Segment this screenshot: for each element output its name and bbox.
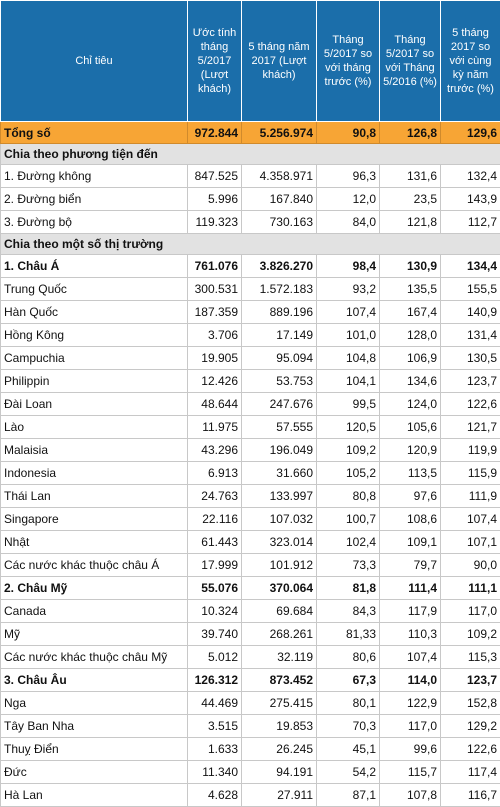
cell-value-v3: 104,1 <box>317 370 380 393</box>
cell-value-v1: 48.644 <box>188 393 242 416</box>
cell-value-v4: 108,6 <box>380 508 441 531</box>
cell-value-v1: 19.905 <box>188 347 242 370</box>
cell-value-v2: 196.049 <box>242 439 317 462</box>
row-label: Nhật <box>1 531 188 554</box>
cell-value-v2: 167.840 <box>242 188 317 211</box>
cell-value-v5: 107,4 <box>441 508 500 531</box>
row-label: Canada <box>1 600 188 623</box>
cell-value-v3: 90,8 <box>317 122 380 144</box>
cell-value-v2: 107.032 <box>242 508 317 531</box>
cell-value-v3: 70,3 <box>317 715 380 738</box>
cell-value-v4: 99,6 <box>380 738 441 761</box>
cell-value-v5: 111,1 <box>441 577 500 600</box>
cell-value-v3: 96,3 <box>317 165 380 188</box>
table-row <box>1 531 500 554</box>
table-row <box>1 211 500 234</box>
cell-value-v4: 114,0 <box>380 669 441 692</box>
cell-value-v1: 11.340 <box>188 761 242 784</box>
cell-value-v4: 109,1 <box>380 531 441 554</box>
cell-value-v1: 3.515 <box>188 715 242 738</box>
table-row <box>1 393 500 416</box>
cell-value-v2: 3.826.270 <box>242 255 317 278</box>
cell-value-v3: 93,2 <box>317 278 380 301</box>
table-row <box>1 784 500 807</box>
row-label: Nga <box>1 692 188 715</box>
cell-value-v1: 12.426 <box>188 370 242 393</box>
region-row <box>1 577 500 600</box>
cell-value-v2: 873.452 <box>242 669 317 692</box>
cell-value-v5: 123,7 <box>441 370 500 393</box>
table-row <box>1 278 500 301</box>
header-five-months: 5 tháng năm 2017 (Lượt khách) <box>242 1 317 122</box>
table-row <box>1 416 500 439</box>
table-row <box>1 370 500 393</box>
table-row <box>1 600 500 623</box>
cell-value-v3: 101,0 <box>317 324 380 347</box>
table-row <box>1 485 500 508</box>
cell-value-v4: 135,5 <box>380 278 441 301</box>
cell-value-v2: 94.191 <box>242 761 317 784</box>
cell-value-v3: 104,8 <box>317 347 380 370</box>
cell-value-v2: 4.358.971 <box>242 165 317 188</box>
cell-value-v2: 889.196 <box>242 301 317 324</box>
row-label: Trung Quốc <box>1 278 188 301</box>
cell-value-v5: 129,2 <box>441 715 500 738</box>
cell-value-v4: 167,4 <box>380 301 441 324</box>
cell-value-v2: 370.064 <box>242 577 317 600</box>
table-body <box>1 122 500 807</box>
row-label: Hồng Kông <box>1 324 188 347</box>
cell-value-v1: 126.312 <box>188 669 242 692</box>
cell-value-v5: 111,9 <box>441 485 500 508</box>
cell-value-v4: 128,0 <box>380 324 441 347</box>
cell-value-v1: 3.706 <box>188 324 242 347</box>
cell-value-v3: 100,7 <box>317 508 380 531</box>
row-label: 2. Châu Mỹ <box>1 577 188 600</box>
cell-value-v2: 275.415 <box>242 692 317 715</box>
cell-value-v3: 98,4 <box>317 255 380 278</box>
table-row <box>1 715 500 738</box>
cell-value-v2: 19.853 <box>242 715 317 738</box>
row-label: Tổng số <box>1 122 188 144</box>
cell-value-v1: 22.116 <box>188 508 242 531</box>
cell-value-v4: 107,4 <box>380 646 441 669</box>
row-label: 1. Châu Á <box>1 255 188 278</box>
cell-value-v3: 81,33 <box>317 623 380 646</box>
table-row <box>1 554 500 577</box>
cell-value-v1: 6.913 <box>188 462 242 485</box>
cell-value-v5: 122,6 <box>441 738 500 761</box>
cell-value-v2: 101.912 <box>242 554 317 577</box>
table-row <box>1 462 500 485</box>
cell-value-v5: 117,0 <box>441 600 500 623</box>
table-row <box>1 508 500 531</box>
cell-value-v3: 105,2 <box>317 462 380 485</box>
section-market <box>1 234 500 255</box>
cell-value-v1: 972.844 <box>188 122 242 144</box>
cell-value-v5: 122,6 <box>441 393 500 416</box>
row-label: 2. Đường biển <box>1 188 188 211</box>
cell-value-v3: 80,6 <box>317 646 380 669</box>
row-label: Hàn Quốc <box>1 301 188 324</box>
cell-value-v3: 107,4 <box>317 301 380 324</box>
row-label: 3. Châu Âu <box>1 669 188 692</box>
table-row <box>1 738 500 761</box>
cell-value-v3: 84,0 <box>317 211 380 234</box>
table-row <box>1 692 500 715</box>
row-label: Philippin <box>1 370 188 393</box>
cell-value-v5: 119,9 <box>441 439 500 462</box>
cell-value-v2: 53.753 <box>242 370 317 393</box>
cell-value-v1: 4.628 <box>188 784 242 807</box>
cell-value-v2: 31.660 <box>242 462 317 485</box>
row-label: Các nước khác thuộc châu Á <box>1 554 188 577</box>
cell-value-v5: 152,8 <box>441 692 500 715</box>
cell-value-v5: 129,6 <box>441 122 500 144</box>
cell-value-v4: 106,9 <box>380 347 441 370</box>
cell-value-v3: 80,8 <box>317 485 380 508</box>
cell-value-v1: 5.996 <box>188 188 242 211</box>
cell-value-v4: 126,8 <box>380 122 441 144</box>
row-label: Đức <box>1 761 188 784</box>
cell-value-v4: 111,4 <box>380 577 441 600</box>
header-vs-prev-month: Tháng 5/2017 so với tháng trước (%) <box>317 1 380 122</box>
row-label: Campuchia <box>1 347 188 370</box>
cell-value-v3: 102,4 <box>317 531 380 554</box>
cell-value-v5: 90,0 <box>441 554 500 577</box>
cell-value-v2: 133.997 <box>242 485 317 508</box>
cell-value-v1: 43.296 <box>188 439 242 462</box>
total-row <box>1 122 500 144</box>
table-row <box>1 347 500 370</box>
cell-value-v2: 247.676 <box>242 393 317 416</box>
cell-value-v2: 1.572.183 <box>242 278 317 301</box>
table-row <box>1 761 500 784</box>
cell-value-v4: 107,8 <box>380 784 441 807</box>
cell-value-v5: 131,4 <box>441 324 500 347</box>
row-label: Hà Lan <box>1 784 188 807</box>
cell-value-v3: 80,1 <box>317 692 380 715</box>
cell-value-v2: 69.684 <box>242 600 317 623</box>
cell-value-v3: 109,2 <box>317 439 380 462</box>
cell-value-v3: 73,3 <box>317 554 380 577</box>
cell-value-v1: 17.999 <box>188 554 242 577</box>
table-row <box>1 439 500 462</box>
cell-value-v1: 119.323 <box>188 211 242 234</box>
section-label: Chia theo phương tiện đến <box>1 144 500 165</box>
cell-value-v5: 123,7 <box>441 669 500 692</box>
cell-value-v1: 61.443 <box>188 531 242 554</box>
cell-value-v2: 57.555 <box>242 416 317 439</box>
cell-value-v1: 55.076 <box>188 577 242 600</box>
cell-value-v4: 113,5 <box>380 462 441 485</box>
cell-value-v5: 134,4 <box>441 255 500 278</box>
table-row <box>1 301 500 324</box>
cell-value-v2: 95.094 <box>242 347 317 370</box>
cell-value-v4: 121,8 <box>380 211 441 234</box>
cell-value-v2: 730.163 <box>242 211 317 234</box>
region-row <box>1 669 500 692</box>
cell-value-v5: 143,9 <box>441 188 500 211</box>
table-row <box>1 165 500 188</box>
cell-value-v4: 117,0 <box>380 715 441 738</box>
row-label: Lào <box>1 416 188 439</box>
section-transport <box>1 144 500 165</box>
cell-value-v4: 124,0 <box>380 393 441 416</box>
table-row <box>1 646 500 669</box>
header-vs-same-period: 5 tháng 2017 so với cùng kỳ năm trước (%) <box>441 1 500 122</box>
cell-value-v1: 24.763 <box>188 485 242 508</box>
cell-value-v5: 112,7 <box>441 211 500 234</box>
row-label: Singapore <box>1 508 188 531</box>
cell-value-v4: 97,6 <box>380 485 441 508</box>
cell-value-v3: 87,1 <box>317 784 380 807</box>
cell-value-v1: 44.469 <box>188 692 242 715</box>
cell-value-v4: 120,9 <box>380 439 441 462</box>
cell-value-v1: 300.531 <box>188 278 242 301</box>
row-label: Indonesia <box>1 462 188 485</box>
cell-value-v1: 847.525 <box>188 165 242 188</box>
cell-value-v4: 105,6 <box>380 416 441 439</box>
cell-value-v2: 268.261 <box>242 623 317 646</box>
header-indicator: Chỉ tiêu <box>1 1 188 122</box>
cell-value-v3: 54,2 <box>317 761 380 784</box>
region-row <box>1 255 500 278</box>
cell-value-v4: 23,5 <box>380 188 441 211</box>
row-label: 3. Đường bộ <box>1 211 188 234</box>
row-label: Đài Loan <box>1 393 188 416</box>
header-may-estimate: Ước tính tháng 5/2017 (Lượt khách) <box>188 1 242 122</box>
cell-value-v2: 323.014 <box>242 531 317 554</box>
row-label: Malaisia <box>1 439 188 462</box>
cell-value-v4: 117,9 <box>380 600 441 623</box>
cell-value-v4: 79,7 <box>380 554 441 577</box>
cell-value-v5: 132,4 <box>441 165 500 188</box>
row-label: Mỹ <box>1 623 188 646</box>
table-row <box>1 324 500 347</box>
cell-value-v5: 121,7 <box>441 416 500 439</box>
cell-value-v5: 109,2 <box>441 623 500 646</box>
cell-value-v2: 32.119 <box>242 646 317 669</box>
cell-value-v5: 116,7 <box>441 784 500 807</box>
cell-value-v2: 17.149 <box>242 324 317 347</box>
cell-value-v5: 117,4 <box>441 761 500 784</box>
cell-value-v4: 110,3 <box>380 623 441 646</box>
cell-value-v2: 26.245 <box>242 738 317 761</box>
table-row <box>1 188 500 211</box>
cell-value-v2: 5.256.974 <box>242 122 317 144</box>
cell-value-v5: 155,5 <box>441 278 500 301</box>
cell-value-v1: 5.012 <box>188 646 242 669</box>
cell-value-v4: 115,7 <box>380 761 441 784</box>
cell-value-v1: 187.359 <box>188 301 242 324</box>
row-label: Thuỵ Điển <box>1 738 188 761</box>
cell-value-v4: 134,6 <box>380 370 441 393</box>
cell-value-v5: 115,3 <box>441 646 500 669</box>
row-label: Thái Lan <box>1 485 188 508</box>
cell-value-v5: 130,5 <box>441 347 500 370</box>
cell-value-v3: 81,8 <box>317 577 380 600</box>
cell-value-v4: 130,9 <box>380 255 441 278</box>
cell-value-v3: 120,5 <box>317 416 380 439</box>
cell-value-v3: 99,5 <box>317 393 380 416</box>
header-vs-may-2016: Tháng 5/2017 so với Tháng 5/2016 (%) <box>380 1 441 122</box>
table-row <box>1 623 500 646</box>
cell-value-v3: 67,3 <box>317 669 380 692</box>
cell-value-v4: 122,9 <box>380 692 441 715</box>
cell-value-v4: 131,6 <box>380 165 441 188</box>
cell-value-v5: 115,9 <box>441 462 500 485</box>
cell-value-v1: 10.324 <box>188 600 242 623</box>
cell-value-v1: 761.076 <box>188 255 242 278</box>
section-label: Chia theo một số thị trường <box>1 234 500 255</box>
cell-value-v5: 140,9 <box>441 301 500 324</box>
cell-value-v5: 107,1 <box>441 531 500 554</box>
cell-value-v3: 84,3 <box>317 600 380 623</box>
header-row <box>1 1 500 122</box>
row-label: Tây Ban Nha <box>1 715 188 738</box>
cell-value-v1: 11.975 <box>188 416 242 439</box>
row-label: Các nước khác thuộc châu Mỹ <box>1 646 188 669</box>
cell-value-v2: 27.911 <box>242 784 317 807</box>
cell-value-v1: 39.740 <box>188 623 242 646</box>
cell-value-v3: 45,1 <box>317 738 380 761</box>
cell-value-v3: 12,0 <box>317 188 380 211</box>
cell-value-v1: 1.633 <box>188 738 242 761</box>
row-label: 1. Đường không <box>1 165 188 188</box>
